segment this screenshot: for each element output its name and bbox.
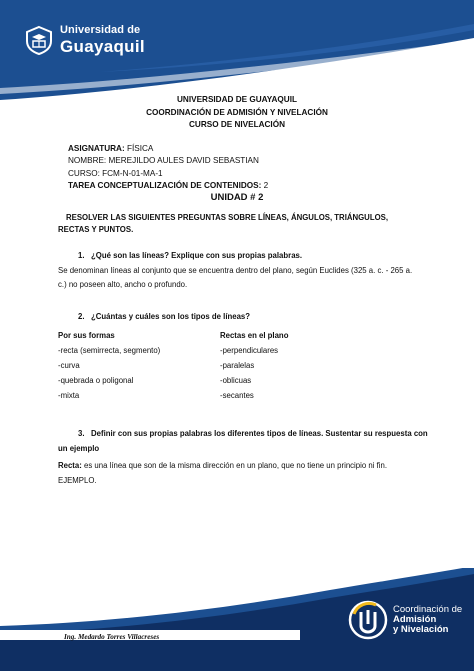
list-item: -perpendiculares bbox=[220, 346, 279, 355]
list-item: -secantes bbox=[220, 391, 254, 400]
title-line1: UNIVERSIDAD DE GUAYAQUIL bbox=[177, 95, 297, 104]
student-info bbox=[68, 143, 268, 193]
question-1-number: 1. bbox=[78, 251, 85, 260]
question-3-number: 3. bbox=[78, 429, 85, 438]
line-types-in-plane bbox=[220, 328, 288, 403]
title-line2: COORDINACIÓN DE ADMISIÓN Y NIVELACIÓN bbox=[146, 107, 328, 117]
list-item: -recta (semirrecta, segmento) bbox=[58, 346, 161, 355]
question-1-text: ¿Qué son las líneas? Explique con sus propias palabras. bbox=[91, 251, 303, 260]
university-logo bbox=[24, 25, 145, 55]
nombre-line: NOMBRE: MEREJILDO AULES DAVID SEBASTIAN bbox=[68, 156, 259, 166]
example-label: EJEMPLO. bbox=[58, 476, 97, 485]
question-2-number: 2. bbox=[78, 312, 85, 321]
question-1 bbox=[78, 250, 302, 262]
curso-line: CURSO: FCM-N-01-MA-1 bbox=[68, 168, 163, 178]
question-3-text: Definir con sus propias palabras los diferentes tipos de líneas. Sustentar su respuesta con un ejemplo bbox=[58, 429, 428, 453]
list-item: -curva bbox=[58, 361, 80, 370]
logo-text-line2: Guayaquil bbox=[60, 37, 145, 56]
title-line3: CURSO DE NIVELACIÓN bbox=[189, 120, 285, 130]
coordination-logo-line2: Admisión bbox=[393, 614, 437, 625]
coordination-crest-icon bbox=[348, 600, 388, 640]
list-item: -paralelas bbox=[220, 361, 255, 370]
coordination-logo bbox=[348, 600, 462, 640]
question-2 bbox=[78, 311, 250, 323]
answer-3-recta bbox=[58, 459, 438, 473]
tarea-label: TAREA CONCEPTUALIZACIÓN DE CONTENIDOS: bbox=[68, 181, 262, 191]
asignatura-line bbox=[68, 143, 268, 155]
recta-label: Recta: bbox=[58, 461, 82, 470]
list-item: -oblicuas bbox=[220, 376, 252, 385]
university-crest-icon bbox=[24, 25, 54, 55]
answer-1: Se denominan líneas al conjunto que se encuentra dentro del plano, según Euclides (325 a. c. - 265 a. c.) no poseen alto, ancho o profundo. bbox=[58, 266, 413, 289]
column-header-plane: Rectas en el plano bbox=[220, 331, 289, 340]
document-title bbox=[0, 94, 474, 132]
coordination-logo-line1: Coordinación de bbox=[393, 604, 463, 615]
tarea-line bbox=[68, 180, 268, 192]
asignatura-value: FÍSICA bbox=[124, 144, 154, 153]
asignatura-label: ASIGNATURA: bbox=[68, 144, 125, 153]
unidad-heading: UNIDAD # 2 bbox=[210, 192, 264, 203]
question-3 bbox=[58, 426, 434, 456]
line-types-by-shape bbox=[58, 328, 160, 403]
signature-text: Ing. Medardo Torres Villacreses bbox=[64, 633, 160, 641]
recta-definition: es una línea que son de la misma dirección en un plano, que no tiene un principio ni fin. bbox=[81, 461, 387, 470]
question-2-text: ¿Cuántas y cuáles son los tipos de líneas? bbox=[91, 312, 251, 321]
column-header-forms: Por sus formas bbox=[58, 331, 115, 340]
coordination-logo-line3: y Nivelación bbox=[393, 624, 449, 635]
logo-text-line1: Universidad de bbox=[60, 24, 141, 36]
list-item: -mixta bbox=[58, 391, 80, 400]
list-item: -quebrada o poligonal bbox=[58, 376, 134, 385]
tarea-value: 2 bbox=[261, 181, 269, 191]
instruction-text: RESOLVER LAS SIGUIENTES PREGUNTAS SOBRE LÍNEAS, ÁNGULOS, TRIÁNGULOS, RECTAS Y PUNTOS. bbox=[58, 213, 389, 234]
